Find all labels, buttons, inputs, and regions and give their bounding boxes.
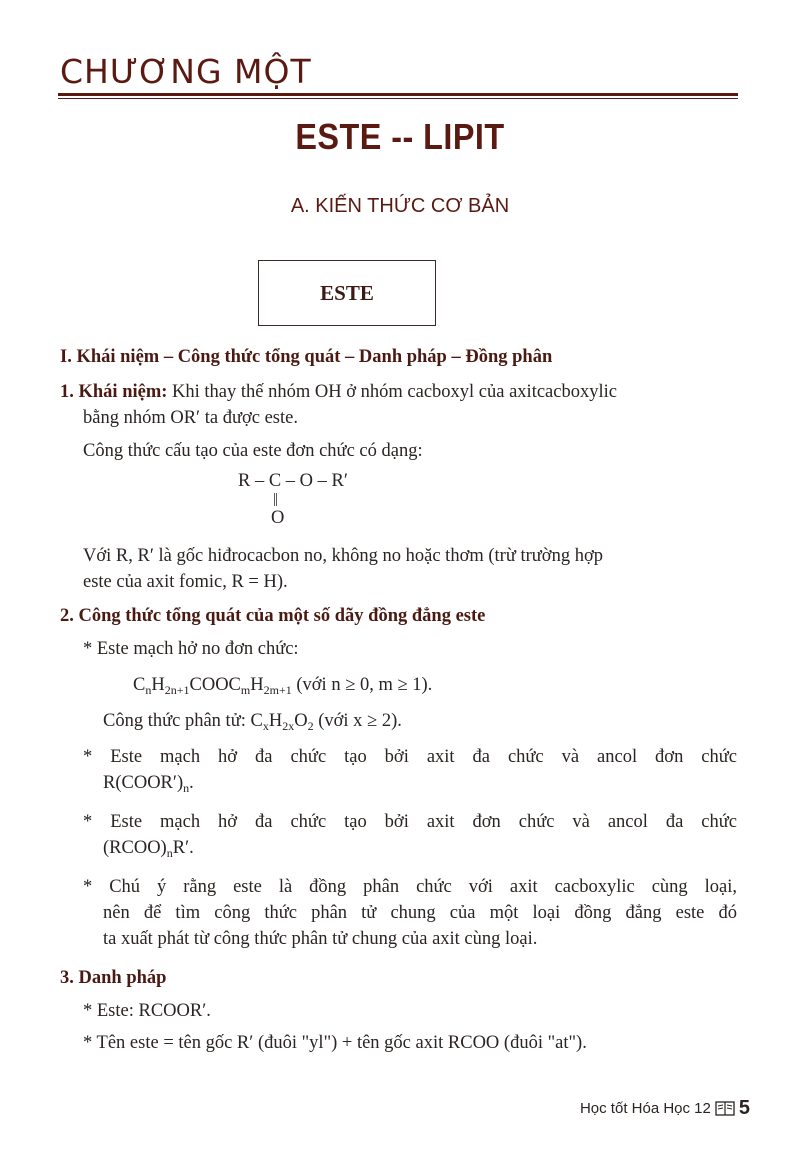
bullet-polyol-ester-line1: * Este mạch hở đa chức tạo bởi axit đơn chức và ancol đa chức [83,812,737,832]
bullet-polyacid-ester-line2: $R(COOR')_n$. [103,773,194,795]
structure-intro: Công thức cấu tạo của este đơn chức có dạng: [83,441,423,461]
page-footer [580,1097,750,1120]
item1-text1: Khi thay thế nhóm OH ở nhóm cacboxyl của axitcacboxylic [172,382,617,402]
footer-book-title: Học tốt Hóa Học 12 [579,1100,711,1117]
formula-molecular: Công thức phân tử: $C_xH_{2x}O_2$ (với x ≥ 2). [103,711,402,733]
book-icon [715,1100,735,1117]
bullet-note-line3: ta xuất phát từ công thức phân tử chung của axit cùng loại. [103,929,538,949]
section-subtitle: A. KIẾN THỨC CƠ BẢN [290,195,510,217]
chapter-heading: CHƯƠNG MỘT [60,52,312,91]
bullet-note-line2: nên để tìm công thức phân tử chung của một loại đồng đẳng este đó [103,903,737,923]
topic-box [258,260,436,326]
section2-heading: 2. Công thức tổng quát của một số dãy đồng đẳng este [60,606,486,626]
note-line1: Với R, R′ là gốc hiđrocacbon no, không no hoặc thơm (trừ trường hợp [83,546,603,566]
item1-line1 [60,380,617,404]
bullet-saturated-monoester: * Este mạch hở no đơn chức: [83,639,299,659]
bullet-polyol-ester-line2: $(RCOO)_nR'$. [103,838,194,860]
bullet-note-line1: * Chú ý rằng este là đồng phân chức với axit cacboxylic cùng loại, [83,877,737,897]
structure-formula: R – C – O – R′ [238,471,348,491]
topic-box-label: ESTE [320,280,374,305]
bullet-este-formula: * Este: RCOOR′. [83,1001,211,1021]
carbonyl-oxygen: O [271,508,285,528]
section3-heading: 3. Danh pháp [60,968,167,988]
item1-label: 1. Khái niệm: [60,382,168,402]
formula-general: $C_nH_{2n+1}COOC_mH_{2m+1}$ (với n ≥ 0, m ≥ 1). [133,675,433,697]
page-title: ESTE -- LIPIT [295,116,505,157]
chapter-rule-thick [58,93,738,96]
page-number: 5 [738,1097,750,1119]
note-line2: este của axit fomic, R = H). [83,572,288,592]
chapter-rule-thin [58,98,738,99]
item1-line2: bằng nhóm OR′ ta được este. [83,408,298,428]
bullet-polyacid-ester-line1: * Este mạch hở đa chức tạo bởi axit đa chức và ancol đơn chức [83,747,737,767]
double-bond: || [273,491,278,507]
bullet-este-naming: * Tên este = tên gốc R′ (đuôi "yl") + tên gốc axit RCOO (đuôi "at"). [83,1033,587,1053]
section1-heading: I. Khái niệm – Công thức tổng quát – Danh pháp – Đồng phân [60,347,553,367]
